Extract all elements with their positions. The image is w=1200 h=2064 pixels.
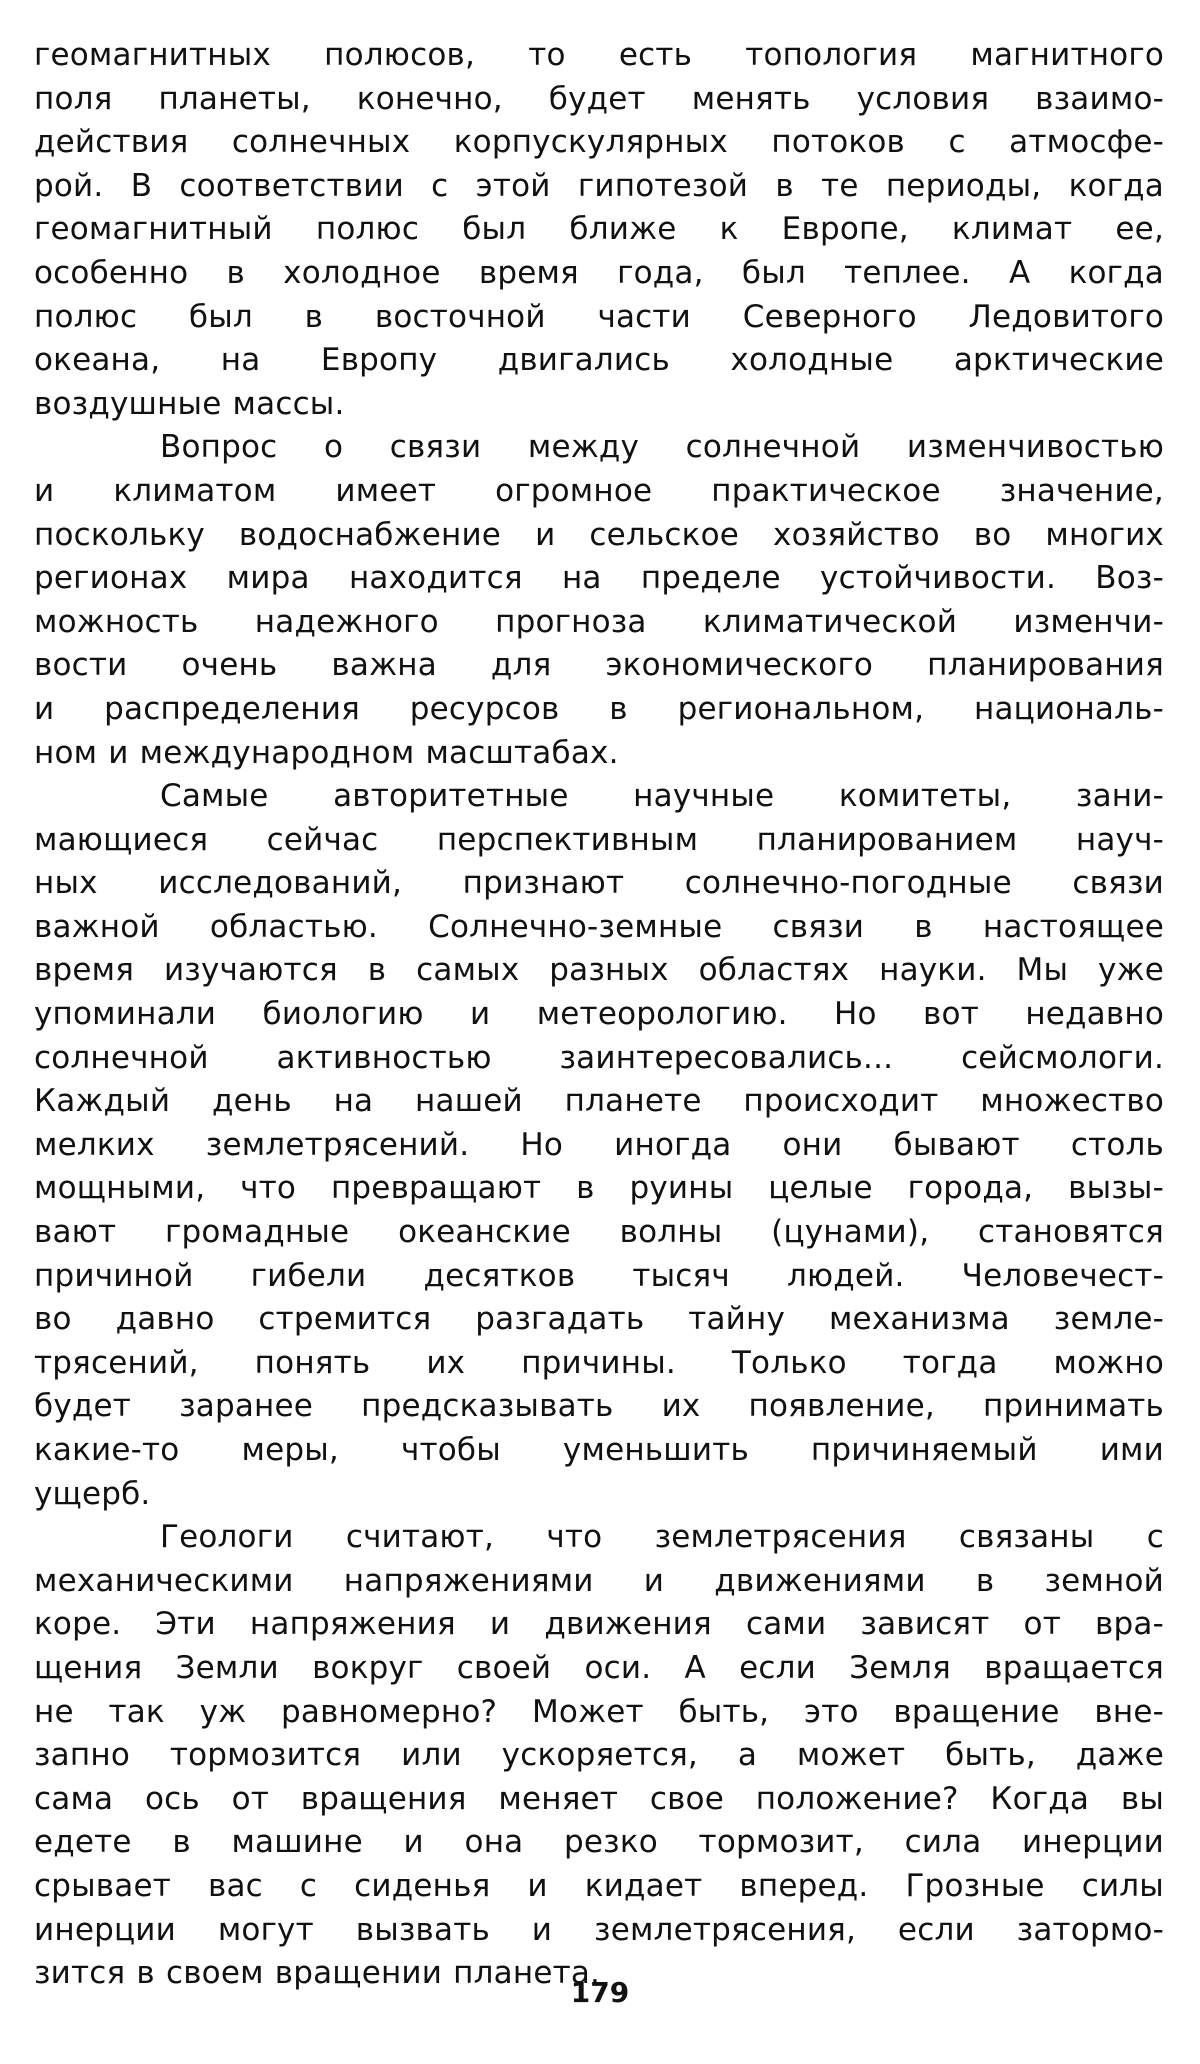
text-line: вают громадные океанские волны (цунами), становятся	[34, 1214, 1164, 1251]
text-line: действия солнечных корпускулярных потоков с атмосфе-	[34, 124, 1164, 161]
text-line: важной областью. Солнечно-земные связи в настоящее	[34, 908, 1164, 945]
text-line: зится в своем вращении планета.	[34, 1955, 601, 1992]
text-line: воздушные массы.	[34, 385, 345, 422]
text-line: особенно в холодное время года, был теплее. А когда	[34, 254, 1164, 291]
text-line: будет заранее предсказывать их появление, принимать	[34, 1388, 1164, 1425]
text-line: сама ось от вращения меняет свое положение? Когда вы	[34, 1780, 1164, 1817]
text-line: регионах мира находится на пределе устойчивости. Воз-	[34, 560, 1164, 597]
text-line: инерции могут вызвать и землетрясения, если затормо-	[34, 1911, 1164, 1948]
text-line: Самые авторитетные научные комитеты, зани-	[160, 778, 1164, 815]
text-line: во давно стремится разгадать тайну механизма земле-	[34, 1301, 1164, 1338]
text-line: Каждый день на нашей планете происходит множество	[34, 1083, 1164, 1120]
text-line: солнечной активностью заинтересовались... сейсмологи.	[34, 1039, 1164, 1076]
text-line: причиной гибели десятков тысяч людей. Человечест-	[34, 1257, 1164, 1294]
text-line: мелких землетрясений. Но иногда они бывают столь	[34, 1126, 1164, 1163]
paragraph-3	[34, 775, 1164, 1516]
paragraph-4	[34, 1516, 1164, 1996]
paragraph-2	[34, 426, 1164, 775]
text-line: щения Земли вокруг своей оси. А если Земля вращается	[34, 1649, 1164, 1686]
text-line: мающиеся сейчас перспективным планированием науч-	[34, 821, 1164, 858]
text-line: коре. Эти напряжения и движения сами зависят от вра-	[34, 1606, 1164, 1643]
text-line: вости очень важна для экономического планирования	[34, 647, 1164, 684]
text-line: мощными, что превращают в руины целые города, вызы-	[34, 1170, 1164, 1207]
text-line: океана, на Европу двигались холодные арктические	[34, 342, 1164, 379]
text-line: Геологи считают, что землетрясения связаны с	[160, 1519, 1164, 1556]
text-line: время изучаются в самых разных областях науки. Мы уже	[34, 952, 1164, 989]
text-line: геомагнитный полюс был ближе к Европе, климат ее,	[34, 211, 1164, 248]
text-line: рой. В соответствии с этой гипотезой в те периоды, когда	[34, 167, 1164, 204]
page-number: 179	[570, 1976, 630, 2009]
text-line: и климатом имеет огромное практическое значение,	[34, 472, 1164, 509]
text-line: Вопрос о связи между солнечной изменчивостью	[160, 429, 1164, 466]
text-line: можность надежного прогноза климатической изменчи-	[34, 603, 1164, 640]
text-line: полюс был в восточной части Северного Ледовитого	[34, 298, 1164, 335]
text-line: запно тормозится или ускоряется, а может быть, даже	[34, 1737, 1164, 1774]
text-line: и распределения ресурсов в региональном, националь-	[34, 690, 1164, 727]
text-line: поля планеты, конечно, будет менять условия взаимо-	[34, 80, 1164, 117]
text-line: какие-то меры, чтобы уменьшить причиняемый ими	[34, 1432, 1164, 1468]
text-line: механическими напряжениями и движениями в земной	[34, 1562, 1164, 1599]
text-line: трясений, понять их причины. Только тогда можно	[34, 1344, 1164, 1381]
text-line: ном и международном масштабах.	[34, 734, 619, 771]
page-body	[34, 34, 1164, 1996]
text-line: ных исследований, признают солнечно-погодные связи	[34, 865, 1164, 902]
text-line: срывает вас с сиденья и кидает вперед. Грозные силы	[34, 1867, 1164, 1904]
text-line: поскольку водоснабжение и сельское хозяйство во многих	[34, 516, 1164, 553]
text-line: едете в машине и она резко тормозит, сила инерции	[34, 1824, 1164, 1861]
text-line: геомагнитных полюсов, то есть топология магнитного	[34, 37, 1164, 73]
text-line: не так уж равномерно? Может быть, это вращение вне-	[34, 1693, 1164, 1730]
paragraph-1	[34, 34, 1164, 426]
text-line: упоминали биологию и метеорологию. Но вот недавно	[34, 996, 1164, 1033]
text-line: ущерб.	[34, 1475, 151, 1512]
